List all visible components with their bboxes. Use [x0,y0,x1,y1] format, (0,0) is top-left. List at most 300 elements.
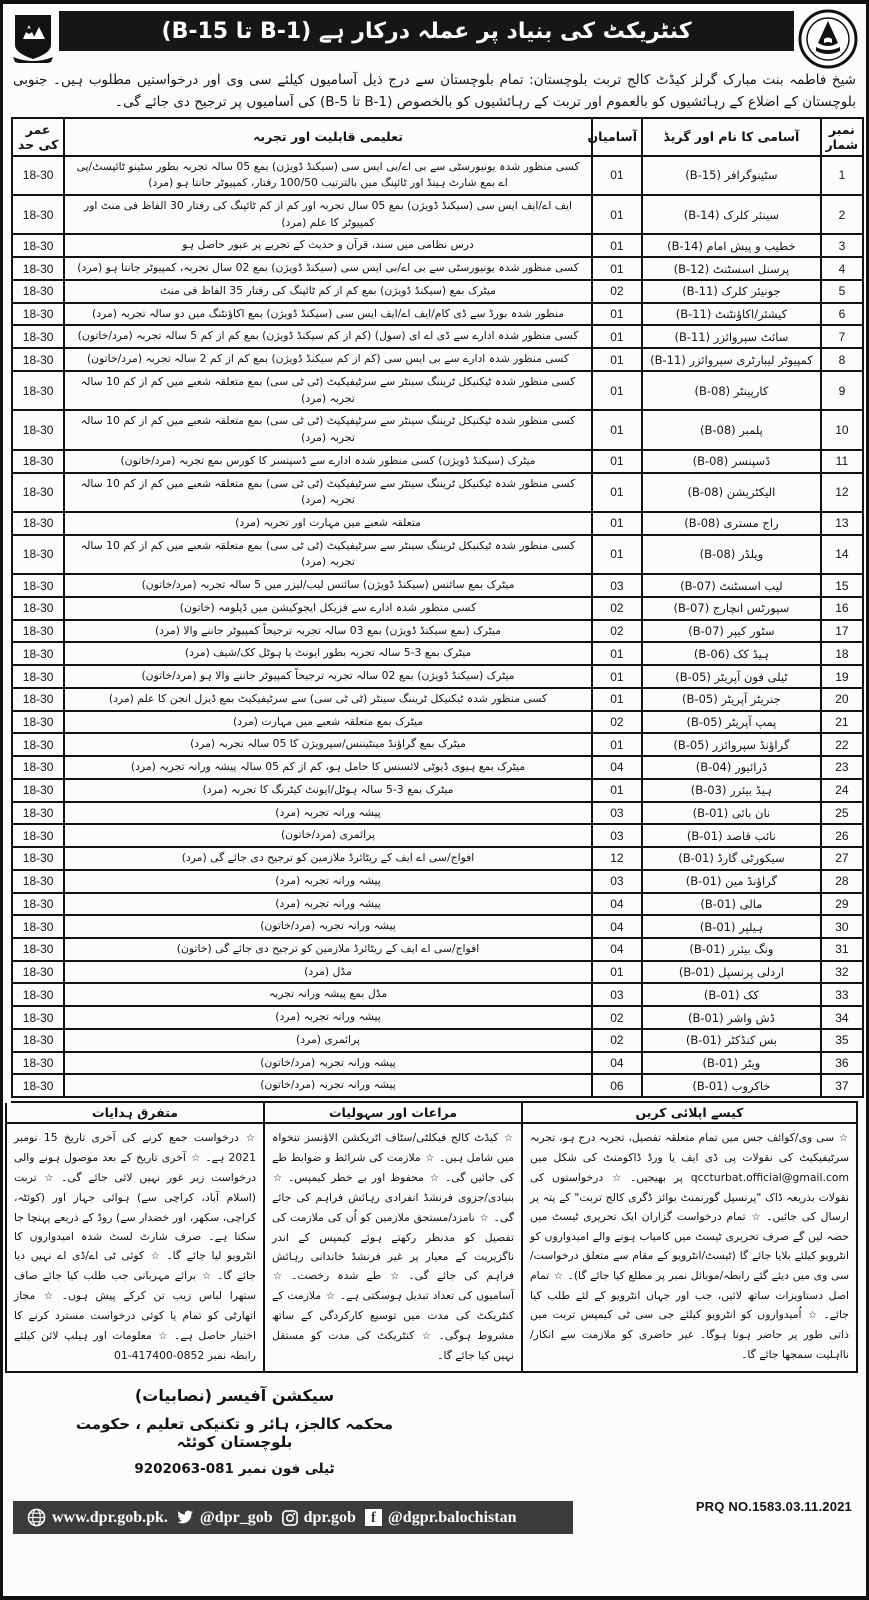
job-serial: 27 [821,847,863,870]
facebook-handle[interactable] [365,1509,517,1527]
star-bullet-icon: ☆ [150,1251,160,1263]
job-qualification: متعلقہ شعبے میں مہارت اور تجربہ (مرد) [64,512,591,535]
job-title: پمپ آپریٹر (B-05) [642,711,821,734]
prq-number: PRQ NO.1583.03.11.2021 [695,1499,852,1515]
job-age-limit: 18-30 [12,574,64,597]
job-serial: 4 [821,257,863,280]
job-row [12,371,863,410]
table-header-row [12,118,863,156]
how-to-apply-title: کیسے اپلائی کریں [523,1103,856,1124]
perks-title: مراعات اور سہولیات [265,1103,521,1124]
job-title: گراؤنڈ سپروائزر (B-05) [642,733,821,756]
job-vacancies: 02 [592,711,642,734]
misc-instruction-item: ☆ معلومات اور ہیلپ لائن کیلئے رابطہ نمبر 0852-417400-01 [14,1328,256,1362]
job-title: مالی (B-01) [642,893,821,916]
job-age-limit: 18-30 [12,847,64,870]
intro-paragraph: شیخ فاطمہ بنت مبارک گرلز کیڈٹ کالج تربت بلوچستان: تمام بلوچستان سے درج ذیل آسامیوں کیلئے سی وی اور درخواستیں مطلوب ہیں۔ جنوبی بلوچستان کے اضلاع کے رہائشیوں کو بالعموم اور تربت کے رہائشیوں کو بالخصوص (B-1 تا B-5) کی آسامیوں پر ترجیح دی جائے گی۔ [13,72,856,111]
job-qualification: ایف اے/ایف ایس سی (سیکنڈ ڈویژن) بمع 05 سال تجربہ اور کم از کم ٹائپنگ کی رفتار 30 الفاظ فی منٹ اور کمپیوٹر کا علم (مرد) [64,195,591,234]
job-qualification: کسی منظور شدہ ادارے سے بی ایس سی (کم از کم سیکنڈ ڈویژن) بمع کم از کم 2 سالہ تجربہ (مرد/خاتون) [64,348,591,371]
twitter-handle-text: @dpr_gob [199,1508,273,1526]
job-title: سائٹ سپروائزر (B-11) [642,325,821,348]
job-age-limit: 18-30 [12,348,64,371]
department-phone: ٹیلی فون نمبر 081-9202063 [134,1461,335,1478]
job-qualification: میٹرک بمع گراؤنڈ مینٹیننس/سپرویژن کا 05 سالہ تجربہ (مرد) [64,733,591,756]
job-vacancies: 02 [592,597,642,620]
job-serial: 24 [821,779,863,802]
job-qualification: مڈل (مرد) [64,961,591,984]
job-row [12,280,863,303]
job-vacancies: 01 [592,348,642,371]
twitter-handle[interactable] [177,1509,273,1527]
job-title: ٹیلی فون آپریٹر (B-05) [642,665,821,688]
job-row [12,983,863,1006]
job-row [12,756,863,779]
job-row [12,1052,863,1075]
job-serial: 33 [821,983,863,1006]
job-vacancies: 12 [592,847,642,870]
job-age-limit: 18-30 [12,802,64,825]
job-row [12,824,863,847]
perk-item: ☆ طے شدہ رخصت۔ [283,1269,400,1282]
job-row [12,893,863,916]
job-serial: 9 [821,371,863,410]
website-link[interactable] [27,1508,168,1527]
job-qualification: پیشہ ورانہ تجربہ (مرد/خاتون) [64,1074,591,1097]
job-qualification: میٹرک (سیکنڈ ڈویژن) بمع 02 سالہ تجربہ ترجیحاً کمپیوٹر جاننے والا ہو (مرد/خاتون) [64,665,591,688]
job-serial: 29 [821,893,863,916]
job-age-limit: 18-30 [12,870,64,893]
job-vacancies: 03 [592,574,642,597]
job-qualification: پیشہ ورانہ تجربہ (مرد/خاتون) [64,1052,591,1075]
job-title: سٹینوگرافر (B-15) [642,156,821,195]
job-serial: 8 [821,348,863,371]
job-row [12,257,863,280]
job-row [12,961,863,984]
job-vacancies: 03 [592,983,642,1006]
job-serial: 1 [821,156,863,195]
job-age-limit: 18-30 [12,195,64,234]
job-title: لیب اسسٹنٹ (B-07) [642,574,821,597]
job-title: کیشئر/اکاؤنٹنٹ (B-11) [642,303,821,326]
globe-icon [27,1508,46,1527]
job-title: ونگ بیئرر (B-01) [642,938,821,961]
star-bullet-icon: ☆ [429,1173,439,1185]
star-bullet-icon: ☆ [325,1291,335,1303]
job-age-limit: 18-30 [12,1052,64,1075]
job-serial: 14 [821,535,863,574]
job-vacancies: 01 [592,473,642,512]
job-qualification: پیشہ ورانہ تجربہ (مرد) [64,1006,591,1029]
job-row [12,512,863,535]
job-title: ہیڈ بیئرر (B-03) [642,779,821,802]
job-qualification: میٹرک بمع سائنس (سیکنڈ ڈویژن) سائنس لیب/لیزر میں 5 سالہ تجربہ (مرد/خاتون) [64,574,591,597]
job-title: گراؤنڈ مین (B-01) [642,870,821,893]
misc-instruction-item: ☆ مجاز اتھارٹی کو تمام یا کوئی درخواست مسترد کرنے کا اختیار حاصل ہے۔ [14,1289,256,1342]
job-vacancies: 01 [592,257,642,280]
job-title: ہیڈ کک (B-06) [642,642,821,665]
misc-instructions-title: متفرق ہدایات [7,1103,263,1124]
star-bullet-icon: ☆ [751,1211,761,1223]
job-vacancies: 02 [592,620,642,643]
job-row [12,870,863,893]
job-age-limit: 18-30 [12,711,64,734]
job-title: ویٹر (B-01) [642,1052,821,1075]
star-bullet-icon: ☆ [191,1153,201,1165]
star-bullet-icon: ☆ [44,1173,54,1185]
job-row [12,688,863,711]
job-serial: 15 [821,574,863,597]
job-serial: 36 [821,1052,863,1075]
job-serial: 3 [821,234,863,257]
job-row [12,779,863,802]
job-row [12,847,863,870]
star-bullet-icon: ☆ [612,1172,622,1184]
website-url-text: www.dpr.gob.pk. [52,1508,168,1526]
job-vacancies: 01 [592,371,642,410]
job-serial: 31 [821,938,863,961]
job-vacancies: 04 [592,938,642,961]
job-qualification: میٹرک بمع ہیوی ڈیوٹی لائسنس کا حامل ہو، کم از کم 05 سالہ پیشہ ورانہ تجربہ (مرد) [64,756,591,779]
job-vacancies: 01 [592,156,642,195]
job-vacancies: 01 [592,733,642,756]
how-to-apply-body [523,1124,856,1370]
job-vacancies: 04 [592,893,642,916]
job-qualification: کسی منظور شدہ ادارے سے فزیکل ایجوکیشن میں ڈپلومہ (خاتون) [64,597,591,620]
star-bullet-icon: ☆ [43,1291,53,1303]
job-title: جنریٹر آپریٹر (B-05) [642,688,821,711]
job-age-limit: 18-30 [12,512,64,535]
job-vacancies: 04 [592,756,642,779]
job-serial: 2 [821,195,863,234]
job-serial: 34 [821,1006,863,1029]
instruction-item: ☆ سی وی/کوائف جس میں تمام متعلقہ تفصیل، تجربہ درج ہو، تجربہ سرٹیفیکیٹ کی نقولات پی ڈی ایف یا ورڈ ڈاکومنٹ کی شکل میں qccturbat.official@gmail.com پر بھیجیں۔ [530,1131,850,1184]
job-row [12,802,863,825]
star-bullet-icon: ☆ [202,1271,212,1283]
vacancies-table-body [12,156,863,1098]
job-vacancies: 01 [592,779,642,802]
job-qualification: کسی منظور شدہ ادارے سے ڈی اے ای (سول) (کم از کم سیکنڈ ڈویژن) بمع کم از کم 5 سالہ تجربہ (مرد/خاتون) [64,325,591,348]
job-qualification: پرائمری (مرد/خاتون) [64,824,591,847]
job-title: جونیئر کلرک (B-11) [642,280,821,303]
job-age-limit: 18-30 [12,938,64,961]
cadet-college-seal-logo [798,9,858,69]
star-bullet-icon: ☆ [158,1330,168,1342]
job-vacancies: 04 [592,1052,642,1075]
balochistan-government-crest-logo [11,13,55,63]
job-serial: 25 [821,802,863,825]
job-row [12,303,863,326]
signature-block [43,1386,426,1477]
job-qualification: افواج/سی اے ایف کے ریٹائرڈ ملازمین کو ترجیح دی جائے گی (مرد) [64,847,591,870]
info-sections [11,1101,858,1373]
job-age-limit: 18-30 [12,665,64,688]
job-row [12,156,863,195]
misc-instruction-item: ☆ تربت (اسلام آباد، کراچی سے) ہوائی جہاز اور (کوئٹہ، کراچی، سکھر، اور خضدار سے) روڈ کے ذریعے پہنچا جا سکتا ہے۔ صرف شارٹ لسٹ شدہ امیدواروں کا انٹرویو لیا جائے گا۔ [14,1171,256,1263]
job-vacancies: 01 [592,961,642,984]
perk-item: ☆ نامزد/مستحق ملازمین کو اُن کی ملازمت کی تفصیل کو مدنظر رکھتے ہوئے کیمپس کے اندر ناگزیریت کے معیار پر غیر فرنشڈ خاندانی رہائش فراہم کی جائے گی۔ [272,1210,514,1283]
job-row [12,325,863,348]
job-vacancies: 01 [592,303,642,326]
job-qualification: کسی منظور شدہ یونیورسٹی سے بی اے/بی ایس سی (سیکنڈ ڈویژن) بمع 05 سالہ تجربہ بطور سٹینو ٹائپسٹ/پی اے بمع شارٹ ہینڈ اور ٹائپنگ میں بالترتیب 100/50 رفتار، کمپیوٹر جانتا ہو (مرد) [64,156,591,195]
job-serial: 30 [821,915,863,938]
job-qualification: کسی منظور شدہ یونیورسٹی سے بی اے/بی ایس سی (سیکنڈ ڈویژن) بمع 02 سال تجربہ، کمپیوٹر جانتا ہو (مرد) [64,257,591,280]
col-header-serial: نمبر شمار [821,118,863,156]
job-serial: 11 [821,450,863,473]
job-age-limit: 18-30 [12,371,64,410]
job-vacancies: 01 [592,410,642,449]
job-title: اردلی پرنسپل (B-01) [642,961,821,984]
job-row [12,733,863,756]
job-age-limit: 18-30 [12,1006,64,1029]
job-vacancies: 01 [592,195,642,234]
department-name: محکمہ کالجز، ہائر و تکنیکی تعلیم ، حکومت بلوچستان کوئٹہ [75,1415,394,1452]
job-title: نائب قاصد (B-01) [642,824,821,847]
job-age-limit: 18-30 [12,642,64,665]
job-title: ڈش واشر (B-01) [642,1006,821,1029]
star-bullet-icon: ☆ [273,1173,282,1185]
job-vacancies: 02 [592,280,642,303]
masthead [3,7,866,69]
section-how-to-apply [521,1103,858,1373]
job-qualification: پرائمری (مرد) [64,1029,591,1052]
job-title: پرسنل اسسٹنٹ (B-12) [642,257,821,280]
star-bullet-icon: ☆ [553,1270,563,1282]
job-age-limit: 18-30 [12,535,64,574]
job-title: سینئر کلرک (B-14) [642,195,821,234]
job-qualification: میٹرک بمع 3-5 سالہ ہوٹل/ایونٹ کیٹرنگ کا تجربہ (مرد) [64,779,591,802]
job-title: سپورٹس انچارج (B-07) [642,597,821,620]
job-title: ویلڈر (B-08) [642,535,821,574]
job-qualification: کسی منظور شدہ ٹیکنیکل ٹریننگ سینٹر سے سرٹیفیکیٹ (ٹی ٹی سی) بمع متعلقہ شعبے میں کم از کم 10 سالہ تجربہ (مرد) [64,410,591,449]
job-serial: 7 [821,325,863,348]
twitter-icon [177,1510,194,1525]
job-row [12,915,863,938]
star-bullet-icon: ☆ [390,1271,400,1283]
job-row [12,450,863,473]
job-serial: 26 [821,824,863,847]
job-qualification: پیشہ ورانہ تجربہ (مرد/خاتون) [64,915,591,938]
job-vacancies: 03 [592,870,642,893]
job-age-limit: 18-30 [12,893,64,916]
job-row [12,665,863,688]
job-age-limit: 18-30 [12,325,64,348]
job-age-limit: 18-30 [12,915,64,938]
star-bullet-icon: ☆ [421,1330,431,1342]
job-row [12,597,863,620]
job-age-limit: 18-30 [12,779,64,802]
job-age-limit: 18-30 [12,410,64,449]
job-row [12,1029,863,1052]
perk-item: ☆ ملازمت کے کنٹریکٹ کی مدت میں توسیع کارکردگی کے ساتھ مشروط ہوگی۔ [272,1289,514,1342]
job-row [12,410,863,449]
col-header-qualification: تعلیمی قابلیت اور تجربہ [64,118,591,156]
job-age-limit: 18-30 [12,756,64,779]
job-title: خطیب و پیش امام (B-14) [642,234,821,257]
instagram-icon [282,1510,298,1526]
job-row [12,473,863,512]
job-qualification: پیشہ ورانہ تجربہ (مرد) [64,893,591,916]
job-title: الیکٹریشن (B-08) [642,473,821,512]
job-vacancies: 01 [592,642,642,665]
instagram-handle[interactable] [282,1509,356,1527]
job-title: پلمبر (B-08) [642,410,821,449]
job-title: راج مستری (B-08) [642,512,821,535]
job-vacancies: 01 [592,450,642,473]
job-qualification: مڈل بمع پیشہ ورانہ تجربہ [64,983,591,1006]
job-title: سٹور کیپر (B-07) [642,620,821,643]
job-serial: 20 [821,688,863,711]
top-divider [3,0,866,4]
job-vacancies: 01 [592,325,642,348]
job-age-limit: 18-30 [12,597,64,620]
job-serial: 6 [821,303,863,326]
perk-item: ☆ آسامیوں کی تعداد تبدیل ہوسکتی ہے۔ [272,1269,514,1302]
job-age-limit: 18-30 [12,450,64,473]
misc-instructions-body [7,1124,263,1371]
job-qualification: منظور شدہ بورڈ سے ڈی کام/ایف اے/ایف ایس سی (سیکنڈ ڈویژن) بمع اکاؤنٹنگ میں دو سالہ تجربہ (مرد) [64,303,591,326]
star-bullet-icon: ☆ [807,1310,817,1322]
job-qualification: پیشہ ورانہ تجربہ (مرد) [64,870,591,893]
job-row [12,348,863,371]
instagram-handle-text: dpr.gob [303,1508,356,1526]
job-qualification: درس نظامی میں سند، قرآن و حدیث کے تجربے پر عبور حاصل ہو [64,234,591,257]
job-title: کارپینٹر (B-08) [642,371,821,410]
job-row [12,711,863,734]
job-age-limit: 18-30 [12,257,64,280]
job-age-limit: 18-30 [12,733,64,756]
job-age-limit: 18-30 [12,824,64,847]
misc-instruction-item: ☆ کوئی ٹی اے/ڈی اے نہیں دیا جائے گا۔ [14,1249,257,1283]
job-qualification: میٹرک بمع متعلقہ شعبے میں مہارت (مرد) [64,711,591,734]
instruction-item: ☆ اُمیدواروں کو انٹرویو کیلئے جی سی ٹی کیمپس تربت میں ذاتی طور پر حاضر ہونا ہوگا۔ غیر حاضری کو ملازمت سے انکار/نااہلیت سمجھا جائے گا۔ [530,1308,849,1361]
job-serial: 12 [821,473,863,512]
job-vacancies: 01 [592,234,642,257]
job-qualification: میٹرک (بمع سیکنڈ ڈویژن) بمع 03 سالہ تجربہ ترجیحاً کمپیوٹر جاننے والا (مرد) [64,620,591,643]
page-title: کنٹریکٹ کی بنیاد پر عملہ درکار ہے (B-1 تا B-15) [59,11,794,51]
job-vacancies: 01 [592,688,642,711]
star-bullet-icon: ☆ [246,1133,255,1145]
job-age-limit: 18-30 [12,234,64,257]
job-age-limit: 18-30 [12,156,64,195]
perk-item: ☆ کنٹریکٹ کی مدت کو مستقل نہیں کیا جائے گا۔ [272,1328,514,1362]
instruction-item: ☆ تمام اصل دستاویزات ساتھ لائیں، جب اور جہاں انٹرویو کے لئے طلب کیا جائے۔ [530,1268,849,1322]
job-row [12,1074,863,1097]
footer [3,1376,866,1546]
job-row [12,938,863,961]
instruction-item: ☆ تمام درخواست گزاران ایک تحریری ٹیسٹ میں حصہ لیں گے صرف تحریری ٹیسٹ میں کامیاب ہونے والے امیدواروں کو انٹرویو کیلئے بلایا جائے گا (ٹیسٹ/انٹرویو کے مقام سے متعلق درخواست/سی وی میں دیئے گئے رابطہ/موبائل نمبر پر مطلع کیا جائے گا)۔ [530,1209,849,1282]
star-bullet-icon: ☆ [839,1133,848,1145]
job-serial: 23 [821,756,863,779]
job-title: سیکورٹی گارڈ (B-01) [642,847,821,870]
star-bullet-icon: ☆ [504,1133,513,1145]
perk-item: ☆ کیڈٹ کالج فیکلٹی/سٹاف اٹریکشن الاؤنسز تنخواہ میں شامل ہیں۔ [272,1131,514,1165]
job-age-limit: 18-30 [12,620,64,643]
misc-instruction-item: ☆ برائے مہربانی جب طلب کیا جائے صاف ستھرا لباس زیب تن کرکے پیش ہوں۔ [14,1269,256,1303]
perk-item: ☆ ملازمت کی شرائط و ضوابط طے کی جائیں گی۔ [272,1151,514,1185]
social-bar [13,1501,573,1534]
job-title: خاکروب (B-01) [642,1074,821,1097]
job-age-limit: 18-30 [12,1029,64,1052]
job-vacancies: 04 [592,915,642,938]
job-age-limit: 18-30 [12,983,64,1006]
job-row [12,535,863,574]
job-qualification: کسی منظور شدہ ٹیکنیکل ٹریننگ سینٹر سے سرٹیفیکیٹ (ٹی ٹی سی) بمع متعلقہ شعبے میں کم از کم 10 سالہ تجربہ (مرد) [64,473,591,512]
job-row [12,1006,863,1029]
job-serial: 22 [821,733,863,756]
job-serial: 13 [821,512,863,535]
perks-body [265,1124,521,1371]
job-vacancies: 01 [592,512,642,535]
perk-item: ☆ محفوظ اور بے خطر کیمپس۔ [283,1171,440,1184]
job-vacancies: 01 [592,665,642,688]
job-serial: 37 [821,1074,863,1097]
job-row [12,574,863,597]
job-title: کمپیوٹر لیبارٹری سپروائزر (B-11) [642,348,821,371]
job-serial: 28 [821,870,863,893]
job-age-limit: 18-30 [12,1074,64,1097]
job-qualification: کسی منظور شدہ ٹیکنیکل ٹریننگ سینٹر سے سرٹیفیکیٹ (ٹی ٹی سی) بمع متعلقہ شعبے میں کم از کم 10 سالہ تجربہ (مرد) [64,371,591,410]
section-perks [263,1103,521,1373]
job-serial: 5 [821,280,863,303]
job-qualification: افواج/سی اے ایف کے ریٹائرڈ ملازمین کو ترجیح دی جائے گی (خاتون) [64,938,591,961]
job-age-limit: 18-30 [12,280,64,303]
perk-item: ☆ بنیادی/جزوی فرنشڈ انفرادی رہائش فراہم کی جائے گی۔ [272,1171,514,1223]
job-vacancies: 02 [592,1006,642,1029]
job-age-limit: 18-30 [12,688,64,711]
job-vacancies: 03 [592,824,642,847]
job-vacancies: 01 [592,535,642,574]
col-header-position: آسامی کا نام اور گریڈ [642,118,821,156]
job-qualification: کسی منظور شدہ ٹیکنیکل ٹریننگ سینٹر (ٹی ٹی سی) سے سرٹیفیکیٹ بمع ڈیزل انجن کا علم (مرد) [64,688,591,711]
job-age-limit: 18-30 [12,473,64,512]
job-row [12,642,863,665]
job-age-limit: 18-30 [12,961,64,984]
instruction-item: ☆ درخواستوں کی نقولات بذریعہ ڈاک "پرنسپل گورنمنٹ بوائز ڈگری کالج تربت" کے پتہ پر ارسال کی جائیں۔ [530,1170,850,1223]
job-title: ہیلپر (B-01) [642,915,821,938]
facebook-icon: f [365,1509,382,1526]
job-title: نان بائی (B-01) [642,802,821,825]
job-vacancies: 02 [592,1029,642,1052]
job-title: ڈسپنسر (B-08) [642,450,821,473]
col-header-age: عمر کی حد [12,118,64,156]
job-serial: 17 [821,620,863,643]
job-serial: 21 [821,711,863,734]
star-bullet-icon: ☆ [425,1153,435,1165]
misc-instruction-item: ☆ درخواست جمع کرنے کی آخری تاریخ 15 نومبر 2021 ہے۔ [14,1131,256,1165]
star-bullet-icon: ☆ [479,1212,489,1224]
job-title: کک (B-01) [642,983,821,1006]
job-serial: 10 [821,410,863,449]
job-qualification: کسی منظور شدہ ٹیکنیکل ٹریننگ سینٹر سے سرٹیفیکیٹ (ٹی ٹی سی) بمع متعلقہ شعبے میں کم از کم 10 سالہ تجربہ (مرد) [64,535,591,574]
job-title: ڈرائیور (B-04) [642,756,821,779]
col-header-vacancies: آسامیاں [592,118,642,156]
job-serial: 35 [821,1029,863,1052]
job-row [12,195,863,234]
misc-instruction-item: ☆ آخری تاریخ کے بعد موصول ہونے والی درخواست زیر غور نہیں لائی جائے گی۔ [14,1151,257,1185]
job-vacancies: 03 [592,802,642,825]
job-serial: 19 [821,665,863,688]
vacancies-table [11,117,864,1099]
job-serial: 16 [821,597,863,620]
job-serial: 32 [821,961,863,984]
star-bullet-icon: ☆ [273,1271,282,1283]
job-vacancies: 06 [592,1074,642,1097]
job-row [12,234,863,257]
job-row [12,620,863,643]
job-qualification: میٹرک (سیکنڈ ڈویژن) کسی منظور شدہ ادارے سے ڈسپنسر کا کورس بمع تجربہ (مرد/خاتون) [64,450,591,473]
job-age-limit: 18-30 [12,303,64,326]
job-serial: 18 [821,642,863,665]
